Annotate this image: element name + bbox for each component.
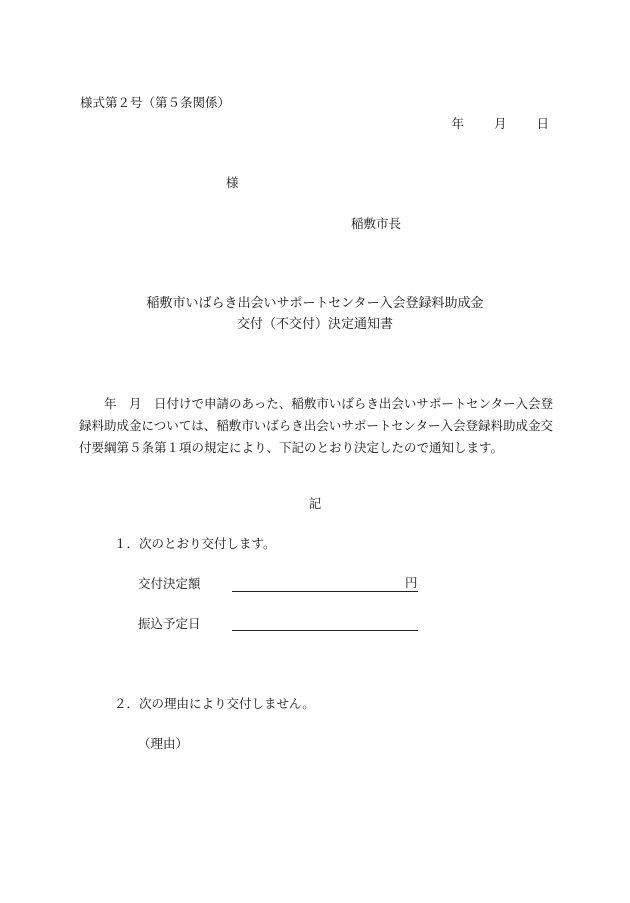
document-title-line2: 交付（不交付）決定通知書	[236, 317, 393, 332]
section2-title: ２．次の理由により交付しません。	[114, 696, 315, 711]
transfer-date-label: 振込予定日	[138, 616, 201, 631]
section1-title: １．次のとおり交付します。	[114, 536, 276, 551]
amount-label: 交付決定額	[138, 576, 201, 591]
reason-label: （理由）	[138, 736, 189, 751]
form-number: 様式第２号（第５条関係）	[80, 95, 231, 110]
date-month-label: 月	[493, 116, 507, 131]
amount-unit: 円	[405, 575, 418, 590]
transfer-date-blank-line	[232, 630, 418, 631]
date-day-label: 日	[536, 116, 549, 131]
notes-heading: 記	[308, 496, 322, 511]
date-year-label: 年	[451, 116, 464, 131]
amount-blank-line	[232, 591, 418, 592]
recipient-honorific: 様	[226, 175, 239, 190]
date-line	[0, 118, 549, 131]
issuer-name: 稲敷市長	[351, 216, 402, 231]
document-title-line1: 稲敷市いばらき出会いサポートセンター入会登録料助成金	[146, 296, 484, 311]
body-paragraph: 年 月 日付けで申請のあった、稲敷市いばらき出会いサポートセンター入会登録料助成金については、稲敷市いばらき出会いサポートセンター入会登録料助成金交付要綱第５条第１項の規定により、下記のとおり決定したので通知します。	[79, 396, 554, 455]
